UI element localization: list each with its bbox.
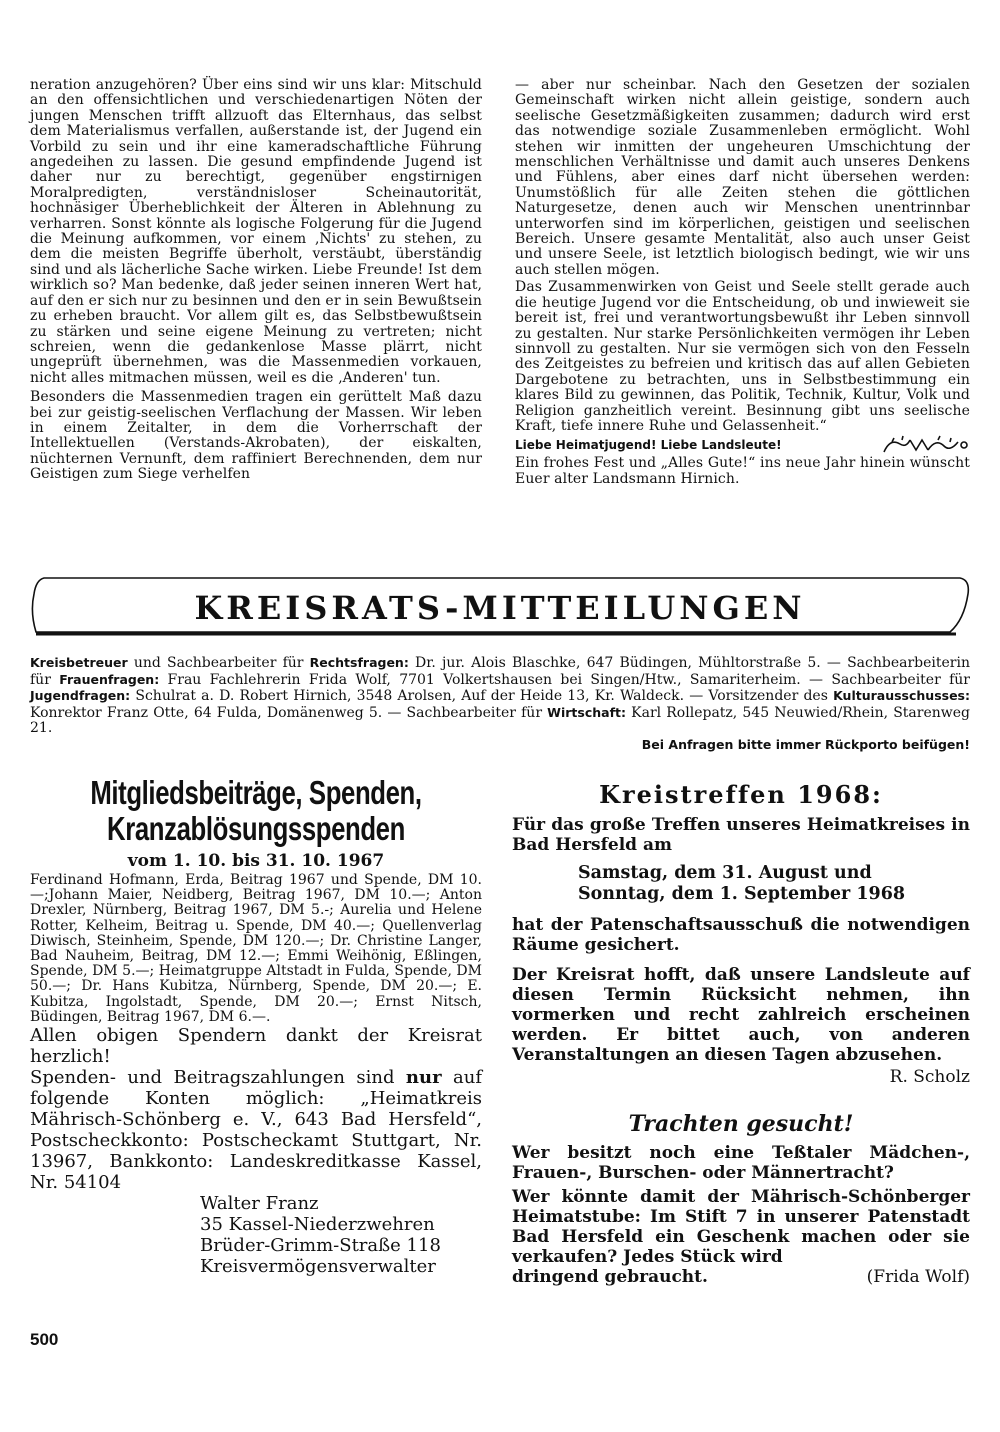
signature-address: 35 Kassel-Niederzwehren [200, 1214, 435, 1236]
contacts-text-part: Konrektor Franz Otte, 64 Fulda, Domänenweg 5. — Sachbearbeiter für [30, 704, 548, 721]
signature-street: Brüder-Grimm-Straße 118 [200, 1235, 441, 1257]
article-paragraph: — aber nur scheinbar. Nach den Gesetzen der sozialen Gemeinschaft wirken nicht allein geistige, sondern auch seelische Gesetzmäßigkeiten zusammen; dadurch wird erst das notwendige soziale Zusammenleben ermöglicht. Wohl stehen wir inmitten der ungeheuren Umschichtung der menschlichen Verhältnisse und damit auch unseres Denkens und Fühlens, aber eines darf nicht übersehen werden: Unumstößlich für alle Zeiten stehen die göttlichen Naturgesetze, denen auch wir Menschen unentrinnbar unterworfen sind im körperlichen, geistigen und seelischen Bereich. Unsere gesamte Mentalität, also auch unser Geist und unsere Seele, ist letztlich biologisch bedingt, wie wir uns auch stellen mögen. [515, 77, 970, 278]
page-number: 500 [30, 1330, 59, 1349]
kreisrats-banner [30, 572, 970, 640]
article-paragraph: neration anzugehören? Über eins sind wir uns klar: Mitschuld an den offensichtlichen und verschiedenartigen Nöten der jungen Menschen trifft allzuoft das Elternhaus, das selbst dem Materialismus verfallen, außerstande ist, der Jugend ein Vorbild zu sein und ihr eine kameradschaftliche Führung angedeihen zu lassen. Die gesund empfindende Jugend ist daher nur zu berechtigt, gegenüber engstirnigen Moralpredigten, verständnisloser Scheinautorität, hochnäsiger Überheblichkeit der Älteren in Ablehnung zu verharren. Sonst könnte als logische Folgerung für die Jugend die Meinung aufkommen, vor einem ‚Nichts' zu stehen, zu dem die meisten Begriffe überholt, verstäubt, überständig sind und als lächerliche Sache wirken. Liebe Freunde! Ist dem wirklich so? Man bedenke, daß jeder seinen inneren Wert hat, auf den er sich nur zu besinnen und den er in sein Bewußtsein zu erheben braucht. Vor allem gilt es, das Selbstbewußtsein zu stärken und seine eigene Meinung zu vertreten; nicht schreien, wenn die gedankenlose Masse plärrt, nicht ungeprüft übernehmen, was die Massenmedien vorkauen, nicht alles mitmachen müssen, weil es die ‚Anderen' tun. [30, 77, 482, 386]
trachten-signature: (Frida Wolf) [866, 1267, 970, 1287]
kreistreffen-secured: hat der Patenschaftsausschuß die notwendigen Räume gesichert. [512, 915, 970, 955]
contacts-text-part: Frau Fachlehrerin Frida Wolf, 7701 Volkertshausen bei Singen/Htw., Samariterheim. — Sachbearbeiter für [159, 671, 970, 688]
ornament-icon [880, 434, 970, 456]
contacts-text-part: Dr. jur. Alois Blaschke, 647 Büdingen, Mühltorstraße 5. — Sachbearbeiterin für [30, 655, 970, 688]
closing-wishes: Ein frohes Fest und „Alles Gute!“ ins neue Jahr hinein wünscht Euer alter Landsmann Hirnich. [515, 455, 970, 487]
article-column-left [30, 78, 482, 483]
date-line: Sonntag, dem 1. September 1968 [578, 884, 906, 904]
kreistreffen-request: Der Kreisrat hofft, daß unsere Landsleute auf diesen Termin Rücksicht nehmen, ihn vormerken und recht zahlreich erscheinen werden. Er bittet auch, von anderen Veranstaltungen an diesen Tagen abzusehen. [512, 965, 970, 1065]
kreistreffen-section [512, 780, 970, 1287]
kreistreffen-intro: Für das große Treffen unseres Heimatkreises in Bad Hersfeld am [512, 815, 970, 855]
label-wirtschaft: Wirtschaft: [547, 704, 626, 720]
donations-period: vom 1. 10. bis 31. 10. 1967 [127, 851, 385, 871]
donor-list: Ferdinand Hofmann, Erda, Beitrag 1967 und Spende, DM 10.—;Johann Maier, Neidberg, Beitrag 1967, DM 10.—; Anton Drexler, Nürnberg, Beitrag 1967, DM 5.-; Aurelia und Helene Rotter, Kelheim, Beitrag u. Spende, DM 40.—; Quellenverlag Diwisch, Steinheim, Spende, DM 120.—; Dr. Christine Langer, Bad Nauheim, Beitrag, DM 12.—; Emmi Weihönig, Eßlingen, Spende, DM 5.—; Heimatgruppe Altstadt in Fulda, Spende, DM 50.—; Dr. Hans Kubitza, Nürnberg, Spende, DM 20.—; E. Kubitza, Ingolstadt, Spende, DM 20.—; Ernst Nitsch, Büdingen, Beitrag 1967, DM 6.—. [30, 872, 482, 1025]
payment-emphasis: nur [405, 1067, 442, 1089]
trachten-body: Wer könnte damit der Mährisch-Schönberger Heimatstube: Im Stift 7 in unserer Patenstadt Bad Hersfeld ein Geschenk machen oder sie verkaufen? Jedes Stück wird [512, 1187, 970, 1267]
trachten-question: Wer besitzt noch eine Teßtaler Mädchen-, Frauen-, Burschen- oder Männertracht? [512, 1143, 970, 1183]
donations-subtitle: Kranzablösungsspenden [107, 810, 405, 847]
article-paragraph: Das Zusammenwirken von Geist und Seele stellt gerade auch die heutige Jugend vor die Entscheidung, ob und inwieweit sie bereit ist, frei und verantwortungsbewußt ihr Leben sinnvoll zu gestalten. Nur starke Persönlichkeiten vermögen ihr Leben sinnvoll zu gestalten. Nur sie vermögen sich von den Fesseln des Zeitgeistes zu befreien und kritisch das auf allen Gebieten Dargebotene zu betrachten, uns in Selbstbestimmung ein klares Bild zu gewinnen, das Politik, Technik, Kultur, Volk und Religion ganzheitlich vereint. Besinnung gibt uns seelische Kraft, tiefe innere Ruhe und Gelassenheit.“ [515, 279, 970, 434]
donations-section [30, 775, 482, 1277]
kreistreffen-signature: R. Scholz [889, 1067, 970, 1087]
donations-thanks: Allen obigen Spendern dankt der Kreisrat herzlich! [30, 1025, 482, 1068]
label-kreisbetreuer: Kreisbetreuer [30, 655, 128, 670]
donations-title: Mitgliedsbeiträge, Spenden, [90, 774, 422, 811]
greeting: Liebe Heimatjugend! Liebe Landsleute! [515, 438, 782, 453]
return-postage-note: Bei Anfragen bitte immer Rückporto beifügen! [641, 736, 970, 752]
label-rechtsfragen: Rechtsfragen: [309, 655, 409, 670]
label-kulturausschuss: Kulturausschusses: [833, 688, 970, 704]
contacts-text-part: und Sachbearbeiter für [127, 655, 310, 671]
trachten-last: dringend gebraucht. [512, 1267, 708, 1287]
article-paragraph: Besonders die Massenmedien tragen ein gerüttelt Maß dazu bei zur geistig-seelischen Verflachung der Massen. Wir leben in einem Zeitalter, in dem die Vorherrschaft der Intellektuellen (Verstands-Akrobaten), der eiskalten, nüchternen Vernunft, dem raffiniert Berechnenden, dem nur Geistigen zum Siege verhelfen [30, 389, 482, 483]
kreistreffen-dates [578, 863, 970, 905]
label-jugendfragen: Jugendfragen: [30, 688, 131, 704]
payment-text: Spenden- und Beitragszahlungen sind [30, 1067, 406, 1089]
kreistreffen-title: Kreistreffen 1968: [599, 780, 883, 809]
date-line: Samstag, dem 31. August und [578, 863, 872, 883]
trachten-title: Trachten gesucht! [628, 1111, 854, 1137]
contacts-text-part: Karl Rollepatz, 545 Neuwied/Rhein, Starenweg 21. [30, 704, 970, 737]
contacts-text-part: Schulrat a. D. Robert Hirnich, 3548 Arolsen, Auf der Heide 13, Kr. Waldeck. — Vorsitzender des [130, 688, 834, 705]
signature-role: Kreisvermögensverwalter [200, 1256, 436, 1278]
greeting-line [515, 434, 970, 456]
contacts-text [30, 655, 970, 737]
label-frauenfragen: Frauenfragen: [59, 671, 160, 687]
article-column-right [515, 78, 970, 487]
trachten-last-line [512, 1267, 970, 1287]
contacts-block [30, 655, 970, 753]
banner-title: KREISRATS-MITTEILUNGEN [194, 589, 806, 627]
payment-info [30, 1067, 482, 1193]
payment-text: auf folgende Konten möglich: „Heimatkreis Mährisch-Schönberg e. V., 643 Bad Hersfeld“, Postscheckkonto: Postscheckamt Stuttgart, Nr. 13967, Bankkonto: Landeskreditkasse Kassel, Nr. 54104 [30, 1067, 482, 1194]
signature-name: Walter Franz [200, 1193, 319, 1215]
